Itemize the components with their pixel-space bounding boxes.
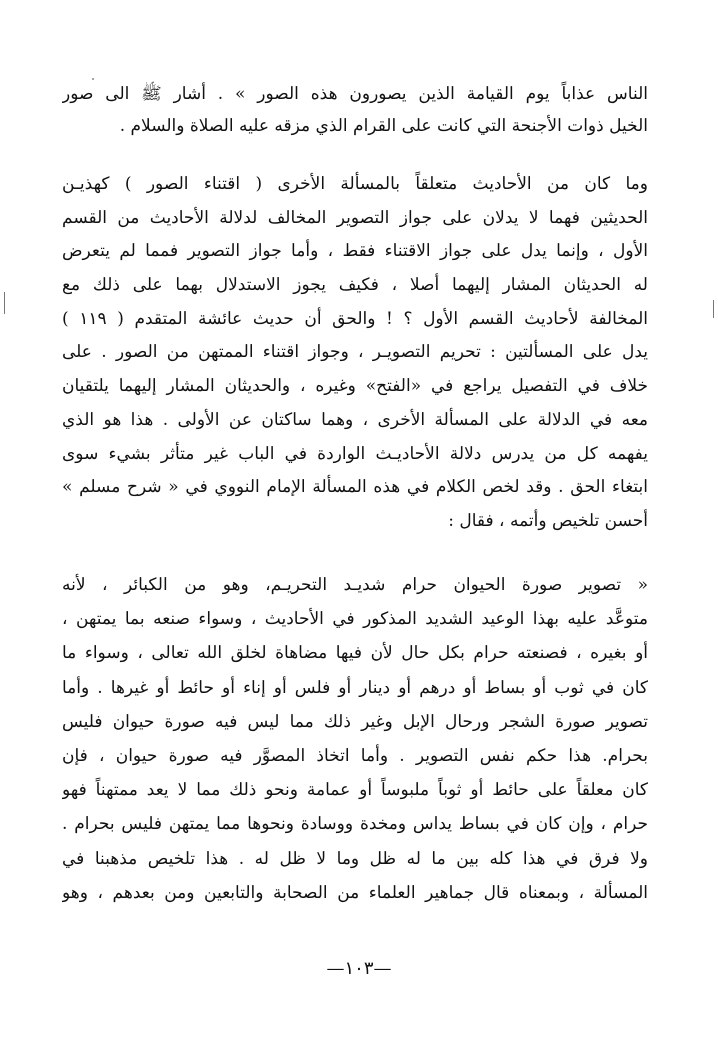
text-line: يدل على المسألتين : تحريم التصويـر ، وجواز اقتناء الممتهن من الصور . على	[62, 342, 648, 363]
text-line: أحسن تلخيص وأتمه ، فقال :	[448, 510, 648, 531]
text-line: كان معلقاً على حائط أو ثوباً ملبوساً أو عمامة ونحو ذلك مما لا يعد ممتهناً فهو	[62, 780, 648, 801]
text-line: كان في ثوب أو بساط أو درهم أو دينار أو فلس أو إناء أو حائط أو غيرها . وأما	[62, 677, 648, 698]
text-line: ولا فرق في هذا كله بين ما له ظل وما لا ظل له . هذا تلخيص مذهبنا في	[62, 848, 648, 869]
text-line: له الحديثان المشار إليهما أصلا ، فكيف يجوز الاستدلال بهما على ذلك مع	[62, 275, 648, 296]
text-line: ابتغاء الحق . وقد لخص الكلام في هذه المسألة الإمام النووي في « شرح مسلم »	[62, 477, 648, 498]
text-line: وما كان من الأحاديث متعلقاً بالمسألة الأخرى ( اقتناء الصور ) كهذيـن	[62, 174, 648, 194]
text-line: المسألة ، وبمعناه قال جماهير العلماء من الصحابة والتابعين ومن بعدهم ، وهو	[62, 882, 648, 903]
text-line: الأول ، وإنما يدل على جواز الاقتناء فقط ، وأما جواز التصوير فمما لم يتعرض	[62, 241, 648, 262]
text-line: أو بغيره ، فصنعته حرام بكل حال لأن فيها مضاهاة لخلق الله تعالى ، وسواء ما	[62, 643, 648, 664]
paragraph-1	[62, 78, 648, 142]
text-line: الخيل ذوات الأجنحة التي كانت على القرام الذي مزقه عليه الصلاة والسلام .	[119, 116, 648, 136]
text-line: تصوير صورة الشجر ورحال الإبل وغير ذلك مما ليس فيه صورة حيوان فليس	[62, 711, 648, 732]
paragraph-3-quotation	[62, 568, 648, 910]
scan-edge-mark-left	[4, 292, 5, 314]
text-line: معه في الدلالة على المسألة الأخرى ، وهما ساكتان عن الأولى . هذا هو الذي	[62, 409, 648, 430]
text-line: الناس عذاباً يوم القيامة الذين يصورون هذه الصور » . أشار ﷺ الى صور	[62, 84, 648, 104]
page-number: —١٠٣—	[326, 958, 392, 979]
paragraph-2	[62, 168, 648, 539]
text-line: الحديثين فهما لا يدلان على جواز التصوير المخالف لدلالة الأحاديث من القسم	[62, 207, 648, 228]
text-line: المخالفة لأحاديث القسم الأول ؟ ! والحق أن حديث عائشة المتقدم ( ١١٩ )	[62, 308, 648, 329]
text-line: « تصوير صورة الحيوان حرام شديـد التحريـم، وهو من الكبائر ، لأنه	[62, 575, 648, 595]
text-line: بحرام. هذا حكم نفس التصوير . وأما اتخاذ المصوَّر فيه صورة حيوان ، فإن	[62, 745, 648, 766]
scan-edge-mark-right	[713, 300, 714, 318]
text-line: خلاف في التفصيل يراجع في «الفتح» وغيره ، والحديثان المشار إليهما يلتقيان	[62, 376, 648, 397]
text-line: يفهمه كل من يدرس دلالة الأحاديـث الواردة في الباب غير متأثر بشيء سوى	[62, 443, 648, 464]
text-line: متوعَّد عليه بهذا الوعيد الشديد المذكور في الأحاديث ، وسواء صنعه بما يمتهن ،	[62, 609, 648, 630]
text-line: حرام ، وإن كان في بساط يداس ومخدة ووسادة ونحوها مما يمتهن فليس بحرام .	[62, 814, 648, 835]
